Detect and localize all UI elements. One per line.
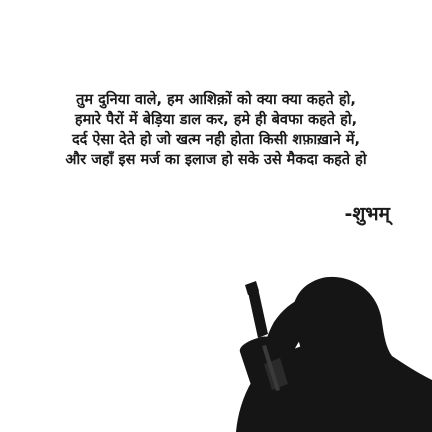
hand-shape: [249, 349, 280, 382]
poem-line-1: तुम दुनिया वाले, हम आशिक़ों को क्या क्या कहते हो,: [76, 92, 356, 108]
hair-shape: [297, 296, 330, 366]
poem-line-2: हमारे पैरों में बेड़िया डाल कर, हमे ही बेवफा कहते हो,: [74, 112, 358, 128]
poem-line-3: दर्द ऐसा देते हो जो खत्म नही होता किसी शफ़ाख़ाने में,: [71, 132, 361, 148]
bottle-body: [240, 337, 293, 416]
poem-line-4: और जहाँ इस मर्ज का इलाज हो सके उसे मैकदा कहते हो: [65, 152, 367, 168]
bottle-cap: [245, 281, 259, 295]
bottle-neck: [248, 288, 268, 338]
bottle-highlight: [262, 345, 280, 391]
poem-text: [10, 90, 422, 170]
author-signature: -शुभम्: [344, 203, 390, 225]
bottle-label: [264, 358, 288, 390]
torso-shape: [236, 277, 432, 432]
arm-shape: [262, 298, 307, 372]
